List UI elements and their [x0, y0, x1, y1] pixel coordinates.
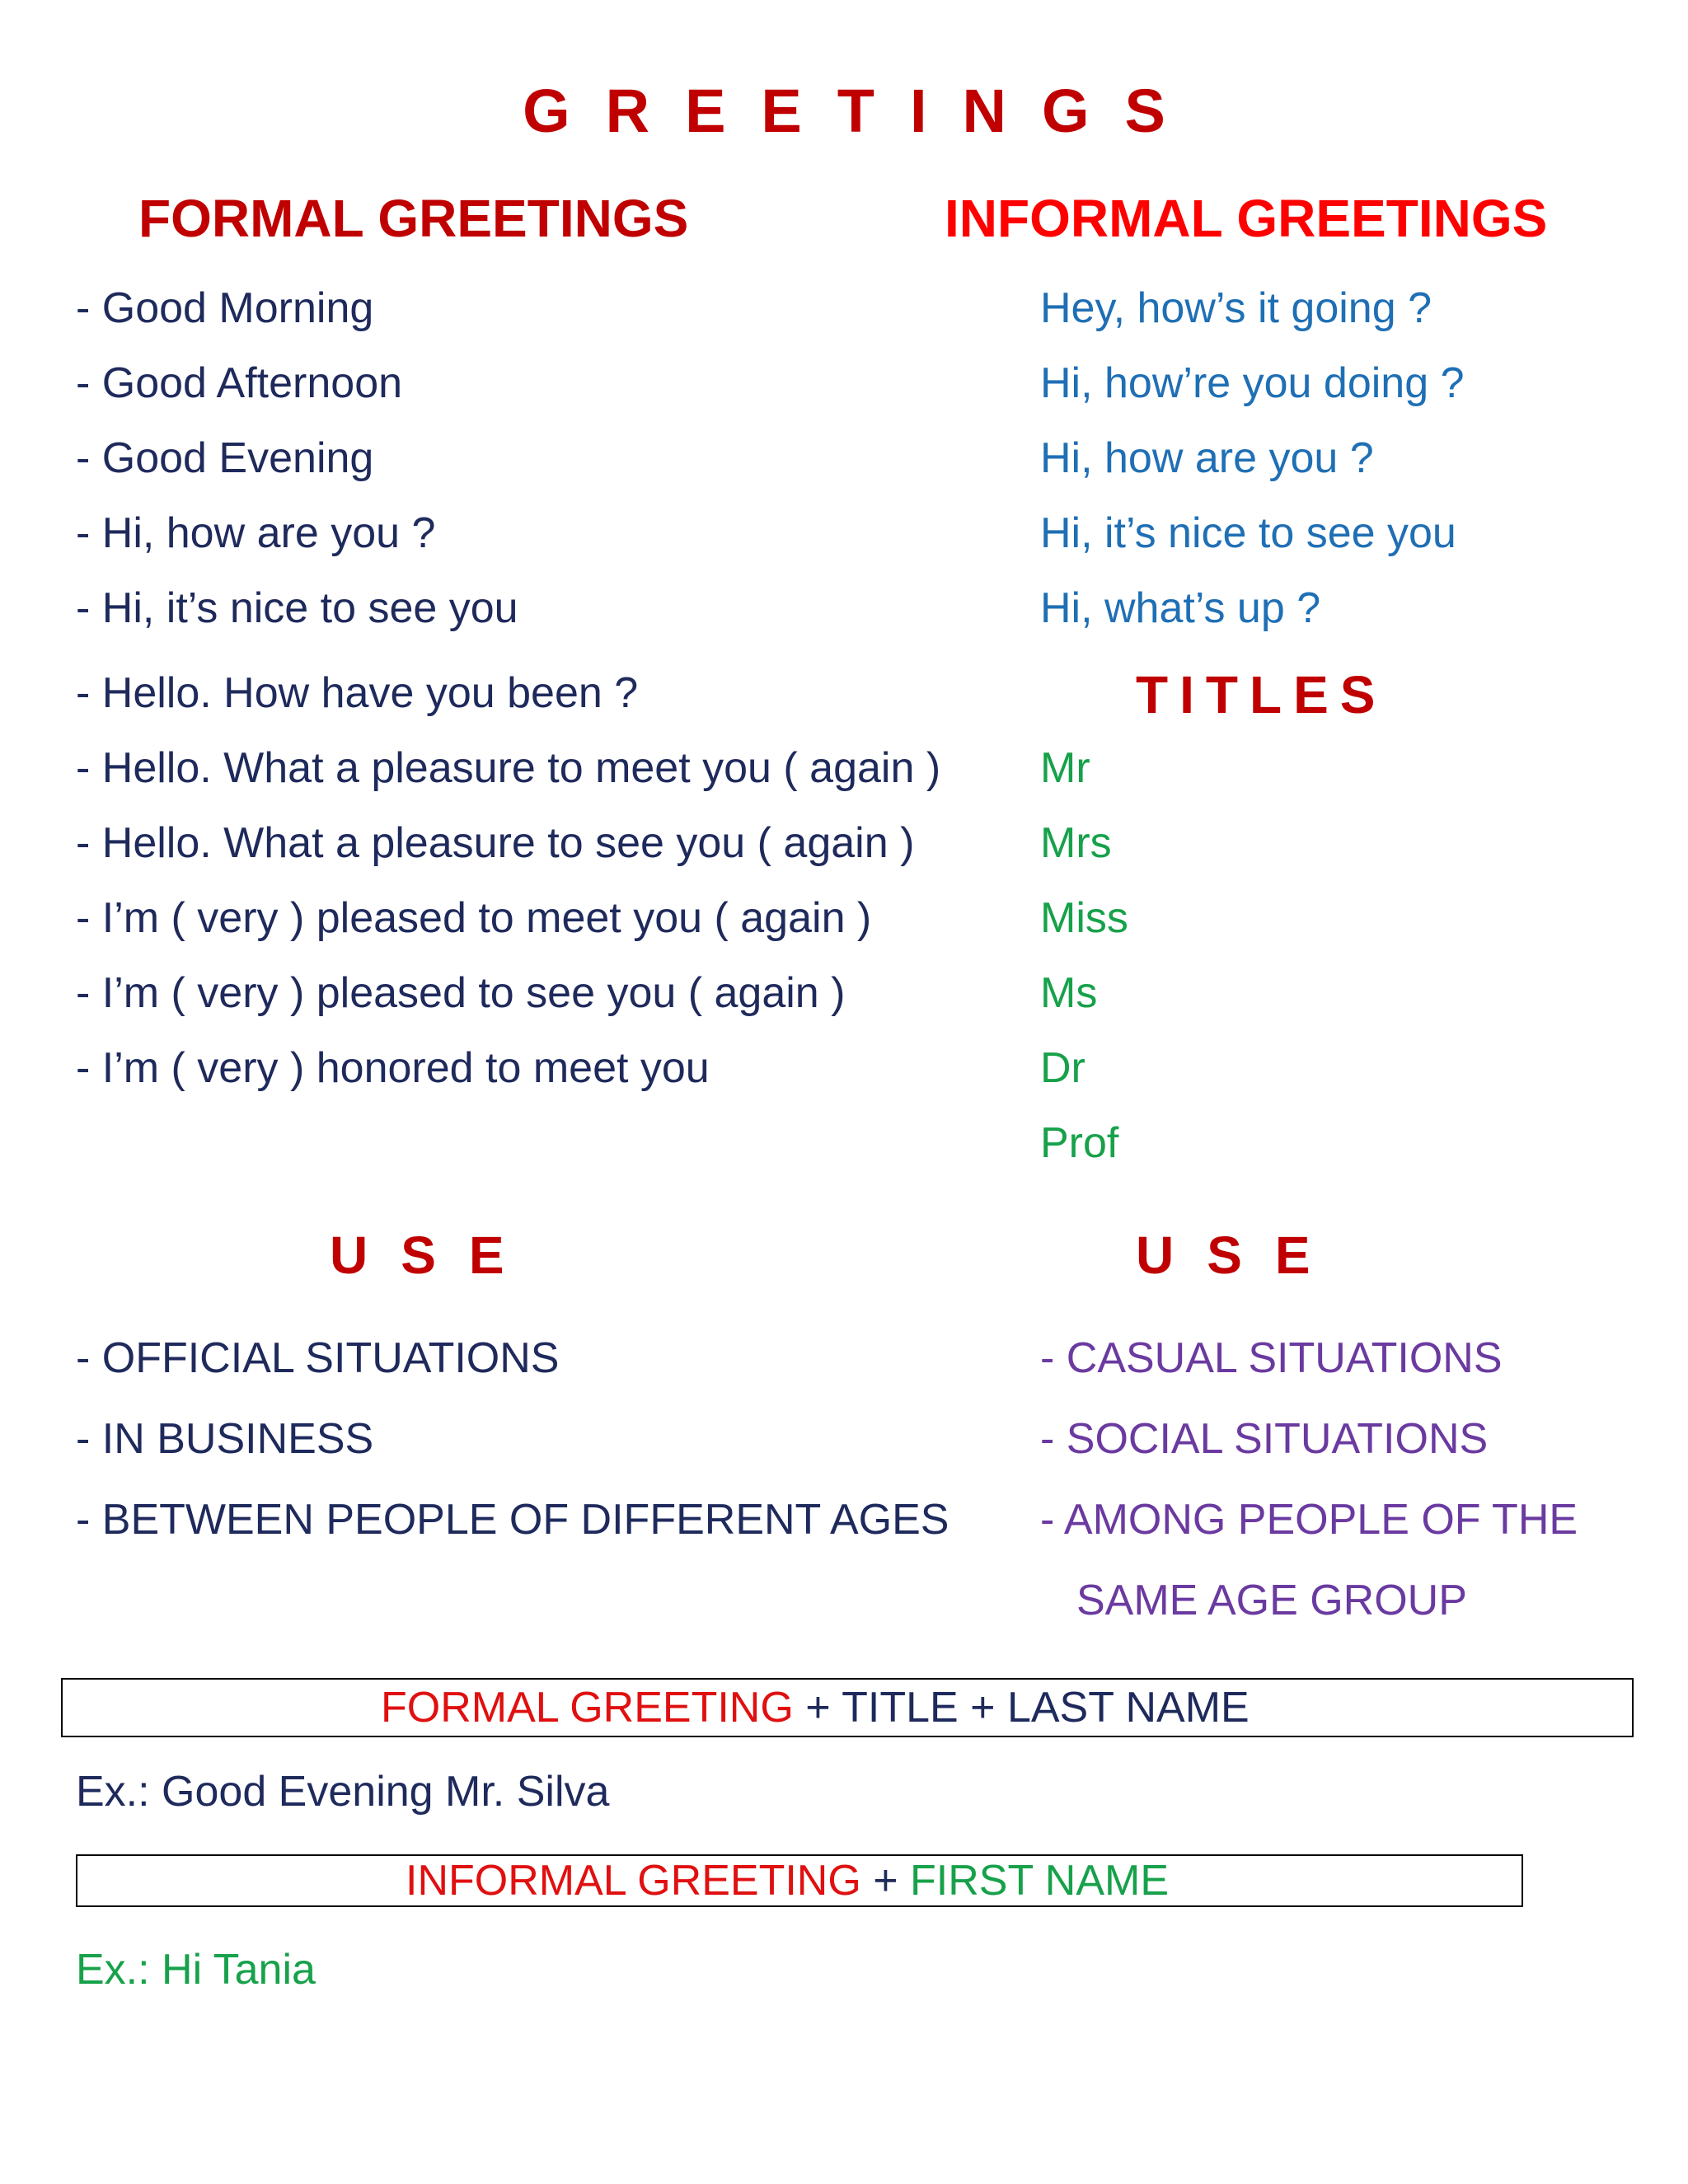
list-item: - I’m ( very ) honored to meet you [76, 1044, 710, 1092]
formal-greeting-term: FORMAL GREETING [381, 1684, 794, 1732]
list-item: Dr [1040, 1044, 1085, 1092]
list-item: - Good Afternoon [76, 359, 403, 407]
formal-greetings-heading: FORMAL GREETINGS [138, 189, 689, 248]
informal-formula [406, 1856, 1169, 1905]
list-item: - AMONG PEOPLE OF THE [1040, 1496, 1578, 1544]
list-item: - Hi, it’s nice to see you [76, 584, 518, 632]
list-item: Hey, how’s it going ? [1040, 284, 1432, 332]
list-item: - CASUAL SITUATIONS [1040, 1334, 1503, 1382]
informal-example: Ex.: Hi Tania [76, 1946, 316, 1994]
list-item: Mr [1040, 744, 1090, 792]
use-formal-heading: USE [330, 1226, 537, 1285]
page-title: GREETINGS [523, 77, 1201, 145]
list-item: Miss [1040, 894, 1128, 942]
use-informal-heading: USE [1136, 1226, 1343, 1285]
title-last-name-term: + TITLE + LAST NAME [793, 1684, 1250, 1732]
list-item: - Good Evening [76, 434, 374, 482]
list-item: - SOCIAL SITUATIONS [1040, 1415, 1489, 1463]
formal-formula [381, 1683, 1250, 1732]
list-item: Hi, how are you ? [1040, 434, 1374, 482]
list-item: - IN BUSINESS [76, 1415, 374, 1463]
list-item: - Good Morning [76, 284, 374, 332]
informal-greeting-term: INFORMAL GREETING [406, 1857, 861, 1905]
list-item: - BETWEEN PEOPLE OF DIFFERENT AGES [76, 1496, 950, 1544]
list-item: Hi, it’s nice to see you [1040, 509, 1456, 557]
list-item: - Hello. What a pleasure to meet you ( again ) [76, 744, 941, 792]
list-item: Hi, what’s up ? [1040, 584, 1321, 632]
plus-sign: + [860, 1857, 911, 1905]
list-item: - Hello. How have you been ? [76, 669, 639, 717]
list-item: Prof [1040, 1119, 1119, 1167]
formal-example: Ex.: Good Evening Mr. Silva [76, 1768, 610, 1816]
list-item: - I’m ( very ) pleased to see you ( again ) [76, 969, 846, 1017]
informal-formula-box [76, 1854, 1523, 1907]
list-item: Ms [1040, 969, 1098, 1017]
list-item: - Hello. What a pleasure to see you ( again ) [76, 819, 915, 867]
list-item: - I’m ( very ) pleased to meet you ( again ) [76, 894, 872, 942]
informal-greetings-heading: INFORMAL GREETINGS [945, 189, 1548, 248]
list-item: - OFFICIAL SITUATIONS [76, 1334, 560, 1382]
titles-heading: TITLES [1136, 665, 1387, 724]
list-item: Mrs [1040, 819, 1112, 867]
list-item: - Hi, how are you ? [76, 509, 436, 557]
list-item: Hi, how’re you doing ? [1040, 359, 1465, 407]
list-item: SAME AGE GROUP [1076, 1577, 1467, 1624]
first-name-term: FIRST NAME [910, 1857, 1170, 1905]
formal-formula-box [61, 1678, 1634, 1737]
